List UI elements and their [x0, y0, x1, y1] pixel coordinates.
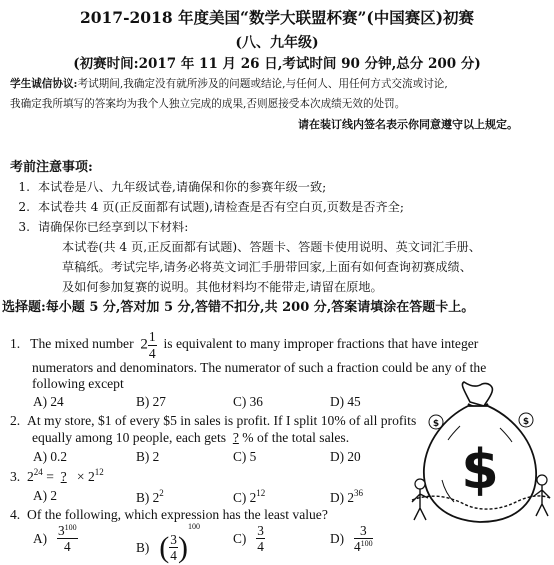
fraction-denominator	[354, 539, 373, 553]
option-label: A) 2	[33, 488, 58, 503]
option-label: B)	[136, 539, 150, 555]
mixed-fraction	[148, 330, 157, 360]
dollar-sign-icon: $	[461, 438, 499, 501]
option-fraction	[57, 524, 78, 554]
note-number: 2.	[18, 200, 30, 214]
answer-option-c	[233, 488, 265, 506]
option-label: B) 2	[136, 490, 160, 505]
answer-option-a	[33, 524, 78, 554]
option-fraction	[169, 533, 178, 563]
power-base: 2	[27, 469, 34, 484]
question-4-line-1	[10, 507, 328, 523]
paren-open: (	[159, 530, 170, 564]
power-base: 4	[354, 539, 361, 555]
pledge-line-1	[10, 74, 448, 94]
pledge-line-2: 我确定我所填写的答案均为我个人独立完成的成果,否则愿接受本次成绩无效的处罚。	[10, 98, 406, 110]
question-1-line-2: numerators and denominators. The numerator of such a fraction could be any of the	[32, 360, 487, 375]
answer-option-d	[330, 524, 373, 554]
stick-figure-head	[537, 475, 547, 485]
option-label: C) 2	[233, 490, 257, 505]
power-exponent: 12	[256, 488, 266, 498]
pledge-label: 学生诚信协议:	[10, 78, 78, 90]
option-label: A)	[33, 530, 48, 546]
coin-dollar: $	[432, 419, 440, 429]
option-label: C)	[233, 530, 247, 546]
fraction-numerator: 3	[257, 523, 264, 538]
note-number: 3.	[18, 220, 30, 234]
coin-dollar: $	[522, 417, 530, 427]
question-1-line-3: following except	[32, 376, 124, 391]
question-number: 2.	[10, 413, 21, 428]
section-heading: 选择题:每小题 5 分,答对加 5 分,答错不扣分,共 200 分,答案请填涂在答题卡上。	[2, 300, 475, 315]
option-label: D) 2	[330, 490, 355, 505]
page-title: 2017-2018 年度美国“数学大联盟杯赛”(中国赛区)初赛	[79, 8, 475, 27]
question-2-line-2	[32, 430, 349, 446]
answer-option-a: A) 24	[33, 394, 64, 409]
answer-option-b	[136, 488, 164, 506]
note-text: 本试卷是八、九年级试卷,请确保和你的参赛年级一致;	[38, 180, 327, 194]
option-fraction	[354, 524, 373, 554]
fraction-numerator: 1	[148, 329, 156, 344]
power-base: 3	[58, 523, 65, 538]
answer-blank: ?	[60, 469, 67, 484]
fraction-denominator: 4	[64, 539, 71, 555]
question-text: is equivalent to many improper fractions that have integer	[163, 336, 479, 352]
fraction-numerator: 3	[170, 532, 177, 548]
question-text: % of the total sales.	[242, 430, 350, 445]
integrity-pledge	[10, 74, 448, 114]
stick-figure-body	[412, 489, 428, 520]
question-number: 3.	[10, 469, 21, 484]
answer-option-d: D) 20	[330, 449, 361, 464]
pledge-text-1: 考试期间,我确定没有就所涉及的问题或结论,与任何人、用任何方式交流或讨论,	[77, 78, 448, 90]
power-exponent: 100	[64, 523, 77, 532]
mixed-whole: 2	[140, 336, 148, 353]
question-number: 1.	[10, 336, 21, 352]
answer-option-c: C) 36	[233, 394, 263, 409]
question-text: equally among 10 people, each gets	[32, 430, 227, 445]
note-number: 1.	[18, 180, 30, 194]
answer-option-c: C) 5	[233, 449, 257, 464]
note-text: 请确保你已经享到以下材料:	[38, 220, 189, 234]
note-item	[0, 198, 404, 215]
answer-option-c	[233, 524, 265, 554]
question-text: Of the following, which expression has the least value?	[27, 507, 328, 522]
answer-option-a	[33, 488, 57, 504]
question-text: The mixed number	[30, 336, 134, 352]
exam-info: (初赛时间:2017 年 11 月 26 日,考试时间 90 分钟,总分 200 分)	[73, 56, 481, 72]
note-text: 本试卷共 4 页(正反面都有试题),请检查是否有空白页,页数是否齐全;	[38, 200, 404, 214]
option-label: D)	[330, 530, 345, 546]
sign-note: 请在装订线内签名表示你同意遵守以上规定。	[298, 118, 518, 131]
fraction-numerator	[57, 524, 78, 539]
power-exponent: 100	[187, 522, 200, 531]
note-sub-line: 及如何参加复赛的说明。其他材料均不能带走,请留在原地。	[62, 280, 383, 294]
answer-option-a: A) 0.2	[33, 449, 67, 464]
question-text: At my store, $1 of every $5 in sales is profit. If I split 10% of all profits	[27, 413, 417, 428]
answer-option-d: D) 45	[330, 394, 361, 409]
note-sub-line: 本试卷(共 4 页,正反面都有试题)、答题卡、答题卡使用说明、英文词汇手册、	[62, 240, 481, 254]
power-exponent: 24	[33, 467, 43, 477]
question-number: 4.	[10, 507, 21, 522]
answer-blank: ?	[232, 430, 239, 445]
note-item	[0, 178, 326, 195]
question-3-line	[10, 467, 104, 485]
power-exponent: 36	[354, 488, 364, 498]
question-2-line-1	[10, 413, 416, 429]
note-item	[0, 218, 188, 235]
paren-close: )	[177, 530, 188, 564]
answer-option-b	[136, 522, 200, 565]
answer-option-d	[330, 488, 363, 506]
power-exponent: 12	[94, 467, 104, 477]
bag-neck	[462, 382, 492, 406]
times-power: × 2	[76, 469, 95, 484]
fraction-denominator: 4	[170, 548, 177, 564]
fraction-denominator: 4	[257, 539, 264, 555]
answer-option-b: B) 27	[136, 394, 166, 409]
mixed-number	[140, 330, 156, 360]
money-bag-illustration	[408, 380, 554, 530]
option-fraction	[256, 524, 265, 554]
fraction-denominator: 4	[148, 345, 156, 361]
stick-figure-body	[534, 485, 550, 516]
equals-sign: =	[46, 469, 54, 484]
grade-level: (八、九年级)	[235, 35, 319, 51]
power-exponent: 2	[159, 488, 164, 498]
answer-option-b: B) 2	[136, 449, 160, 464]
note-sub-line: 草稿纸。考试完毕,请务必将英文词汇手册带回家,上面有如何查询初赛成绩、	[62, 260, 472, 274]
notes-heading: 考前注意事项:	[10, 160, 93, 175]
power-exponent: 100	[360, 539, 373, 549]
stick-figure-head	[415, 479, 425, 489]
question-1-line-1	[10, 330, 478, 360]
fraction-numerator: 3	[354, 524, 373, 539]
